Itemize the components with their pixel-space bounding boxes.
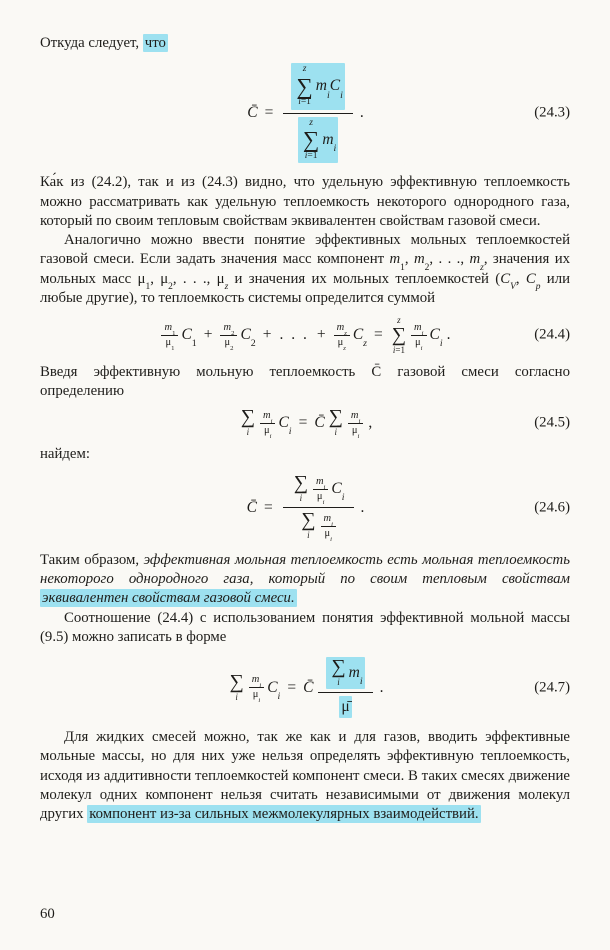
fraction-m2-mu2 (220, 321, 237, 353)
page-number: 60 (40, 905, 55, 922)
sum-operator (303, 118, 319, 163)
selection-highlight (339, 696, 351, 718)
mini-fraction-bar (313, 489, 328, 490)
plus-sign: + (316, 326, 326, 344)
mini-denominator: $\mu_i$ (252, 689, 261, 705)
comma: , (368, 414, 373, 432)
sigma-symbol: ∑ (296, 73, 313, 99)
formula-24-4 (40, 315, 570, 356)
formula-24-6 (40, 471, 570, 544)
selection-highlight (298, 117, 338, 164)
sum-operator (301, 511, 315, 541)
fraction-mi-mui (348, 409, 363, 440)
equals-sign: = (263, 498, 273, 516)
sum-lower-limit: i (337, 677, 340, 688)
mini-fraction-bar (334, 335, 350, 336)
sigma-symbol: ∑ (331, 656, 346, 679)
var-ci: $C_i$ (331, 480, 345, 504)
mini-fraction-bar (411, 335, 426, 336)
fraction (283, 471, 354, 544)
mini-fraction-bar (249, 687, 264, 688)
paragraph-kak: Ка́к из (24.2), так и из (24.3) видно, что удельную эффективную теплоемкость можно рассматривать как удельную теплоемкость некоторого однородного газа, который по своим тепловым свойствам эквивалентен свойствам газовой смеси. (40, 174, 570, 229)
mubar-symbol: μ̄ (341, 697, 350, 715)
equation-number: (24.5) (534, 414, 570, 431)
sigma-symbol: ∑ (328, 406, 343, 429)
mini-denominator: $\mu_i$ (324, 527, 332, 543)
formula-24-7 (40, 654, 570, 721)
sigma-symbol: ∑ (240, 406, 255, 429)
sum-lower-limit: i (307, 530, 310, 541)
mini-fraction-bar (348, 423, 363, 424)
mini-fraction-bar (260, 423, 275, 424)
mini-numerator: $m_i$ (315, 475, 326, 491)
equals-sign: = (298, 414, 308, 432)
summand-mici: $m_iC_i$ (315, 77, 343, 101)
mini-numerator: $m_z$ (336, 321, 347, 337)
summand-mi: $m_i$ (322, 131, 337, 155)
selection-highlight (326, 657, 364, 689)
sigma-symbol: ∑ (391, 323, 407, 346)
equals-sign: = (287, 678, 297, 696)
sum-lower-limit: i=1 (298, 97, 311, 108)
paragraph-analogichno: Аналогично можно ввести понятие эффективных мольных теплоемкостей газовой смеси. Если задать значения масс компонент $m_1$, $m_2$, . . ., $m_z$, значения их мольных масс $\mu_1$, $\mu_2$, . . ., $\mu_z$ и значения их мольных теплоемкостей ($C_V$, $C_p$ или любые другие), то теплоемкость системы определится суммой (40, 232, 571, 306)
equation-24-6 (246, 471, 365, 544)
mini-fraction-bar (161, 335, 178, 336)
mini-denominator: $\mu_2$ (224, 336, 234, 353)
mini-numerator: $m_i$ (323, 512, 333, 528)
mini-denominator: $\mu_z$ (337, 336, 346, 353)
fraction-m1-mu1 (161, 321, 178, 353)
formula-24-5 (40, 408, 570, 438)
equation-24-5 (238, 408, 373, 438)
mini-numerator: $m_i$ (350, 409, 361, 425)
paragraph-zhidkie-smesi: Для жидких смесей можно, так же как и для газов, вводить эффективные мольные массы, но для них уже нельзя определять эффективную теплоемкость, исходя из аддитивности теплоемкостей компонент смеси. В таких смесях движение молекул одних компонент нельзя считать независимыми от движения молекул других компонент из-за сильных межмолекулярных взаимодействий. (40, 729, 570, 823)
mini-denominator: $\mu_i$ (415, 336, 423, 353)
cbar-symbol: C̄ (246, 498, 257, 516)
equation-24-4 (159, 315, 450, 356)
paragraph-vvedya: Введя эффективную мольную теплоемкость C̄ газовой смеси согласно определению (40, 363, 570, 399)
fraction-mi-mui (260, 409, 275, 440)
sum-lower-limit: i=1 (304, 151, 318, 162)
plus-sign: + (262, 326, 272, 344)
sum-operator (392, 315, 406, 356)
mini-denominator: $\mu_i$ (263, 424, 272, 440)
paragraph-naydem: найдем: (40, 446, 90, 463)
fraction-denominator (290, 508, 346, 544)
fraction-numerator (283, 471, 354, 507)
fraction (318, 654, 372, 721)
equation-24-3 (246, 60, 363, 166)
paragraph-takim-obrazom: Таким образом, эффективная мольная теплоемкость есть мольная теплоемкость некоторого однородного газа, который по своим тепловым свойствам эквивалентен свойствам газовой смеси. (40, 552, 570, 607)
sigma-symbol: ∑ (302, 127, 320, 153)
cbar-symbol: C̄ (303, 678, 314, 696)
mini-numerator: $m_1$ (164, 321, 176, 337)
mini-numerator: $m_2$ (223, 321, 235, 337)
sum-lower-limit: i=1 (392, 344, 405, 355)
sigma-symbol: ∑ (293, 472, 308, 495)
period: . (379, 678, 384, 696)
fraction (283, 60, 352, 166)
mini-fraction-bar (321, 526, 336, 527)
mini-numerator: $m_i$ (251, 674, 262, 690)
period: . (360, 498, 365, 516)
var-cz: $C_z$ (352, 326, 368, 350)
var-c2: $C_2$ (240, 326, 256, 350)
ellipsis: . . . (279, 326, 309, 344)
equation-number: (24.3) (534, 104, 570, 121)
cbar-symbol: C̄ (314, 414, 325, 432)
selection-highlight (291, 63, 344, 110)
mini-numerator: $m_i$ (414, 321, 424, 337)
equation-number: (24.7) (534, 679, 570, 696)
fraction-numerator (318, 654, 372, 692)
fraction-numerator (283, 60, 352, 113)
mini-denominator: $\mu_i$ (351, 424, 360, 440)
sum-lower-limit: i (235, 691, 238, 702)
formula-24-3 (40, 60, 570, 166)
equation-number: (24.6) (534, 499, 570, 516)
mini-fraction-bar (220, 335, 237, 336)
var-ci: $C_i$ (267, 678, 281, 702)
sum-lower-limit: i (334, 427, 338, 438)
fraction-mi-mui (321, 512, 336, 543)
equals-sign: = (374, 326, 383, 344)
sigma-symbol: ∑ (229, 670, 244, 693)
sum-lower-limit: i (299, 493, 303, 504)
sum-upper-limit: z (302, 64, 307, 75)
summand-mi: $m_i$ (348, 664, 363, 688)
sum-operator (331, 658, 345, 688)
fraction-mi-mui (249, 674, 264, 705)
paragraph-intro: Откуда следует, что (40, 35, 166, 51)
sum-lower-limit: i (246, 427, 250, 438)
var-c1: $C_1$ (181, 326, 197, 350)
mini-denominator: $\mu_1$ (165, 336, 175, 353)
fraction-denominator (331, 693, 359, 721)
equation-number: (24.4) (534, 326, 570, 343)
equals-sign: = (264, 104, 274, 122)
sum-operator (296, 64, 312, 109)
var-ci: $C_i$ (278, 414, 292, 438)
plus-sign: + (203, 326, 213, 344)
sum-operator (294, 474, 308, 504)
sum-operator (329, 408, 343, 438)
sum-operator (241, 408, 255, 438)
var-ci: $C_i$ (429, 326, 443, 350)
period: . (446, 326, 451, 344)
equation-24-7 (226, 654, 383, 721)
fraction-mz-muz (334, 321, 350, 353)
mini-numerator: $m_i$ (262, 409, 273, 425)
sigma-symbol: ∑ (301, 509, 316, 532)
sum-upper-limit: z (309, 117, 313, 128)
fraction-mi-mui (411, 321, 426, 353)
fraction-mi-mui (313, 475, 328, 506)
sum-operator (229, 670, 244, 703)
sum-upper-limit: z (397, 315, 401, 326)
mini-denominator: $\mu_i$ (316, 490, 325, 506)
period: . (359, 104, 364, 122)
paragraph-sootnoshenie: Соотношение (24.4) с использованием понятия эффективной мольной массы (9.5) можно записать в форме (40, 609, 570, 645)
cbar-symbol: C̄ (247, 104, 258, 122)
fraction-denominator (290, 114, 346, 167)
